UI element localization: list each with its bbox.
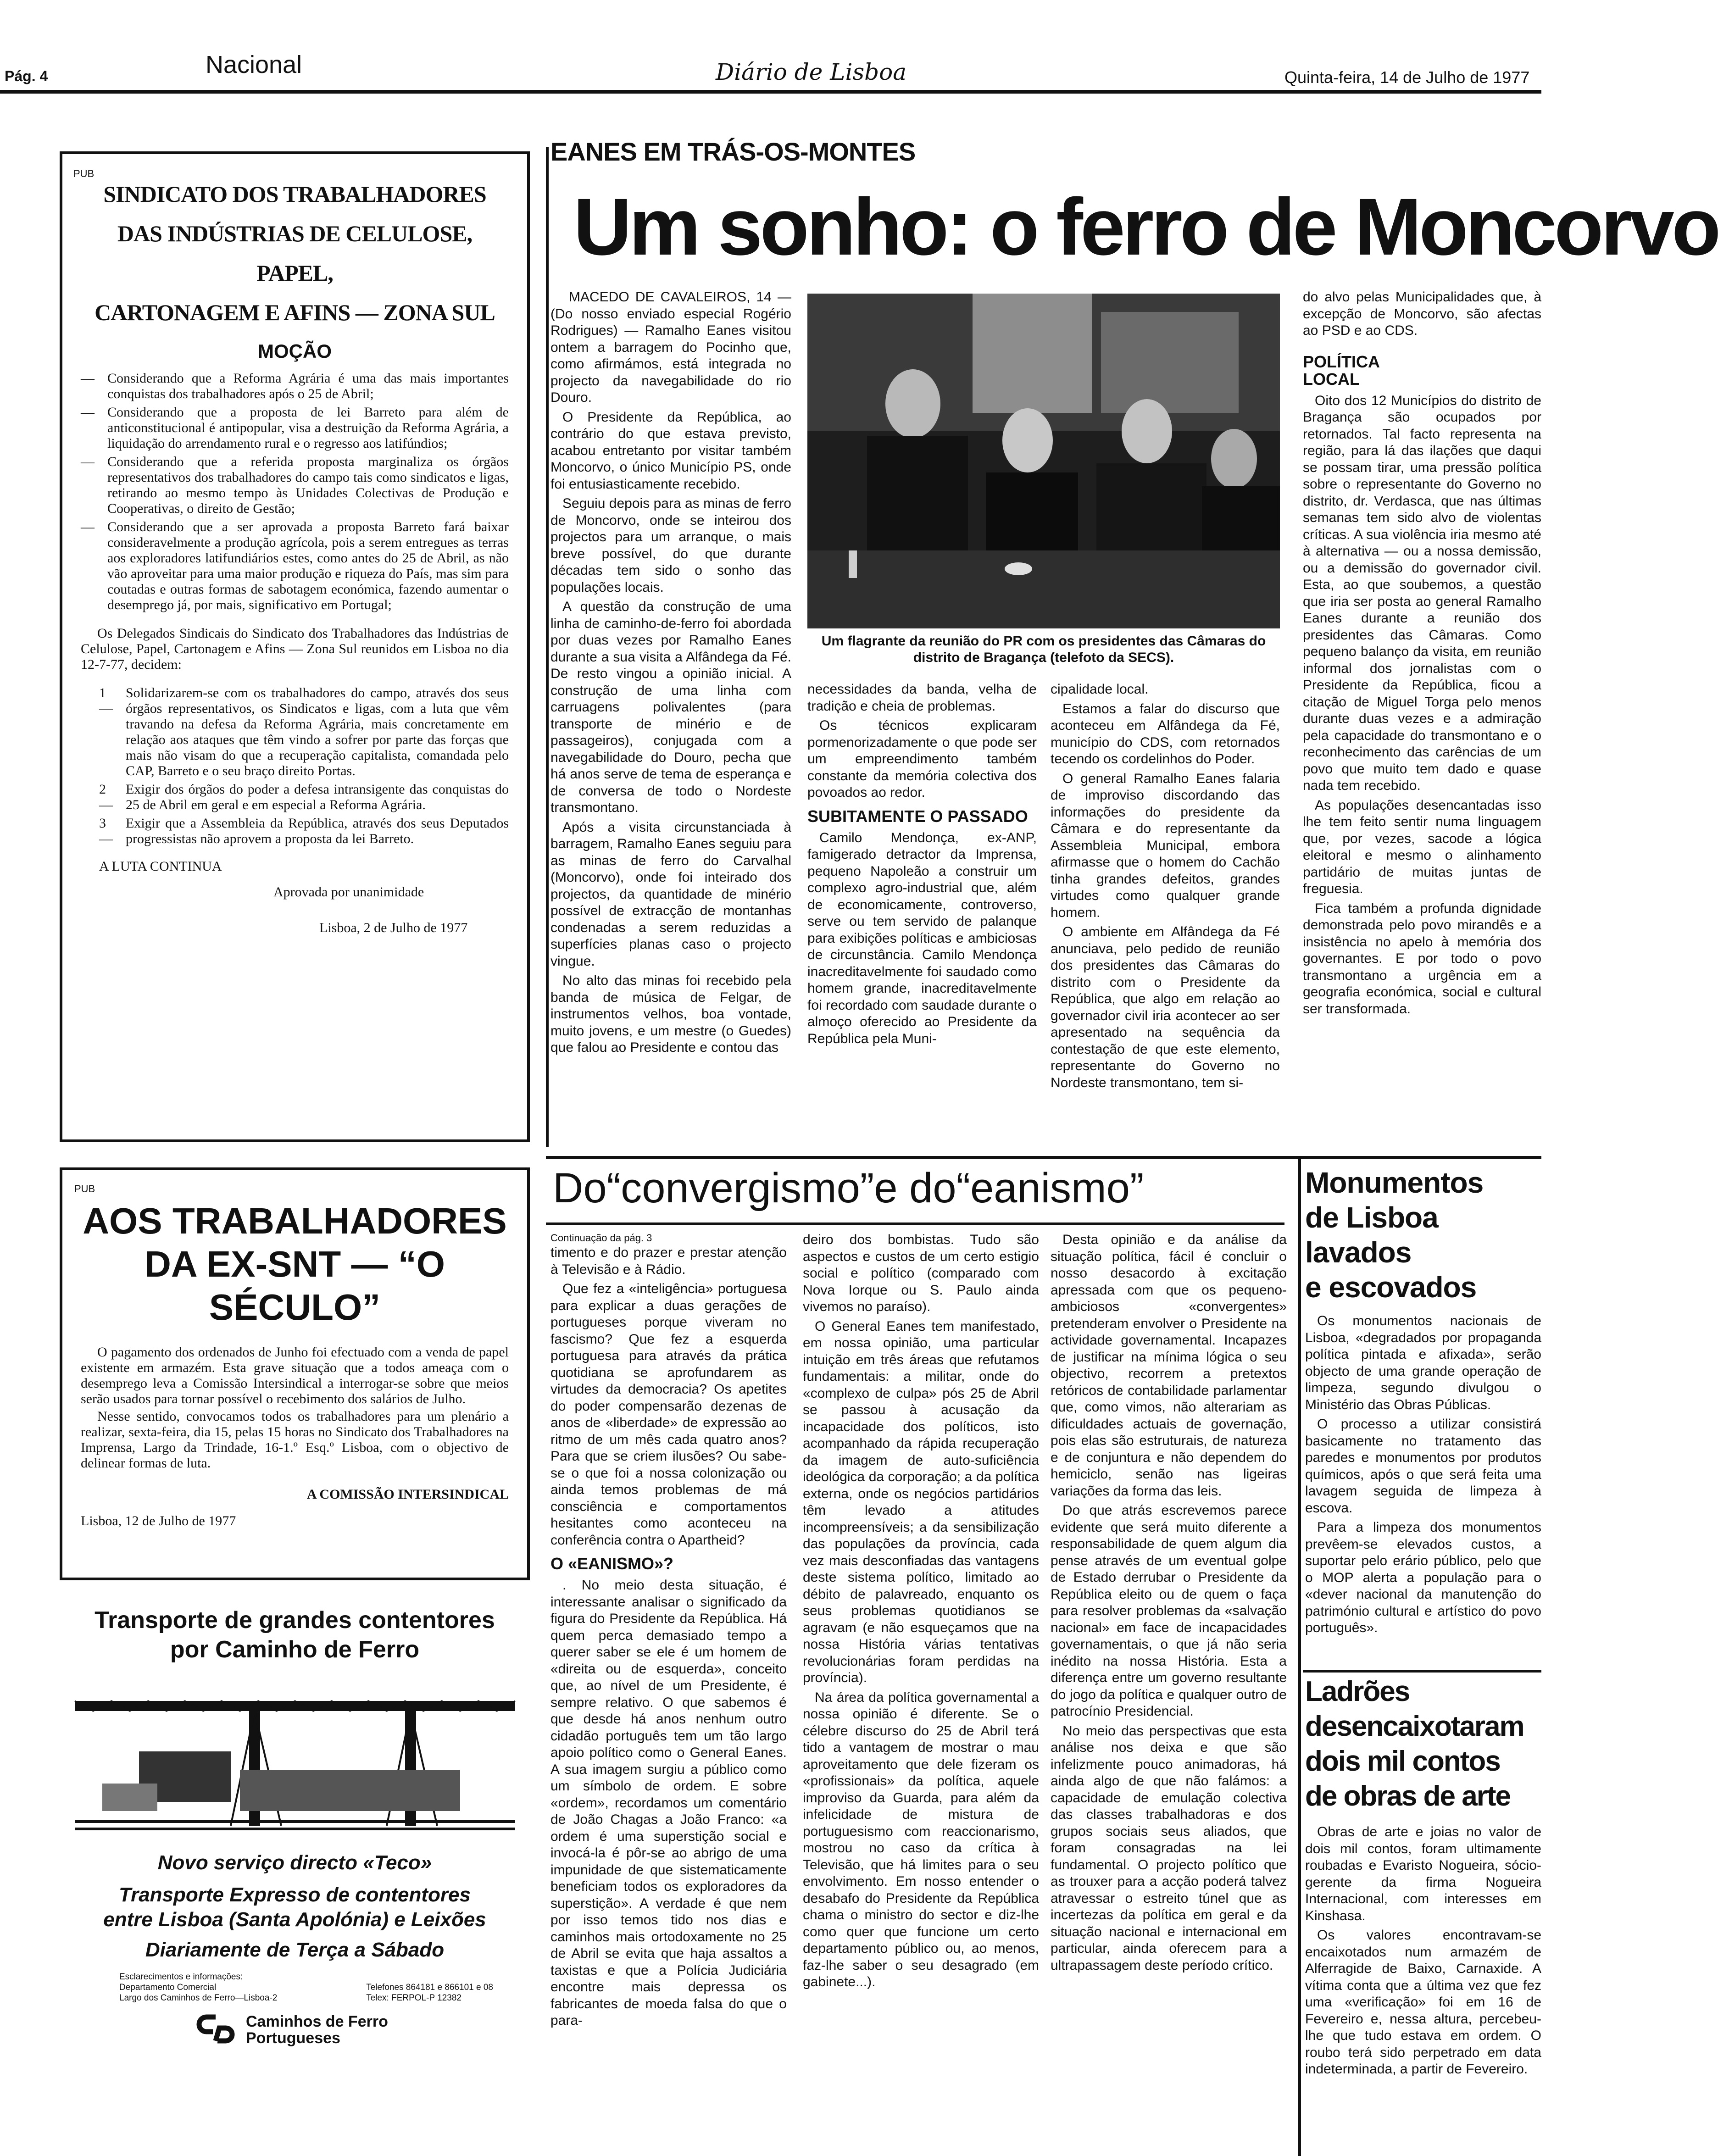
- decision-item: 3 — Exigir que a Assembleia da República, através dos seus Deputados progressistas não aprovem a proposta da lei Barreto.: [99, 816, 509, 846]
- article-paragraph: As populações desencantadas isso lhe tem feito sentir numa linguagem que, por vezes, sacode a lógica eleitoral e mesmo o alinhamento partidário de muitas juntas de freguesia.: [1303, 797, 1541, 896]
- ladroes-headline: [1305, 1674, 1541, 1814]
- article-paragraph: O General Eanes tem manifestado, em nossa opinião, uma particular intuição em três áreas que refutamos fundamentais: a militar, onde do «complexo de culpa» pós 25 de Abril se passou à acusação da incapacidade dos políticos, isto acompanhado da rápida recuperação da imagem de auto-suficiência ideológica da corporação; a da política externa, onde os negócios partidários têm levado a atitudes incompreensíveis; a da sensibilização das populações da província, cada vez mais desconfiadas das vantagens deste sistema político, limitado ao débito de palavreado, enquanto os seus problemas quotidianos se agravam (e não esqueçamos que na nossa História várias tentativas revolucionárias foram perdidas na província).: [803, 1318, 1039, 1685]
- article-paragraph: No meio das perspectivas que esta análise nos deixa e que são infelizmente pouco animadoras, há ainda algo de que não falámos: a capacidade de emulação colectiva das classes trabalhadoras e dos grupos sociais seus aliados, que foram consagradas na lei fundamental. O projecto político que as trouxer para a acção poderá talvez atravessar o estreito túnel que as incertezas da política em geral e da situação nacional e internacional em particular, ainda oferecem para a ultrapassagem deste período crítico.: [1051, 1723, 1287, 1973]
- decision-intro: Os Delegados Sindicais do Sindicato dos Trabalhadores das Indústrias de Celulose, Papel, Cartonagem e Afins — Zona Sul reunidos em Lisboa no dia 12-7-77, decidem:: [81, 626, 509, 672]
- convergismo-headline: Do“convergismo”e do“eanismo”: [553, 1165, 1144, 1211]
- considerando: — Considerando que a ser aprovada a proposta Barreto fará baixar consideravelmente a produção agrícola, pois a serem entregues as terras aos exploradores latifundiários estes, como antes do 25 de Abril, as não vão aproveitar para uma maior produção e riqueza do País, mas sim para coutadas e outras formas de sabotagem económica, fazendo aumentar o desemprego já, por mais, significativo em Portugal;: [81, 519, 509, 612]
- issue-date: Quinta-feira, 14 de Julho de 1977: [1284, 68, 1530, 87]
- article-paragraph: Os valores encontravam-se encaixotados num armazém de Alferragide de Baixo, Carnaxide. A vítima conta que a última vez que fez uma «verificação» foi em 16 de Fevereiro e, nessa altura, percebeu-lhe que tudo estava em ordem. O roubo terá sido perpetrado em data indeterminada, a partir de Fevereiro.: [1305, 1928, 1541, 2077]
- article-paragraph: Estamos a falar do discurso que aconteceu em Alfândega da Fé, município do CDS, com retornados tecendo os cordelinhos do Poder.: [1051, 701, 1280, 767]
- pub-label: PUB: [73, 168, 95, 179]
- eanes-kicker: EANES EM TRÁS-OS-MONTES: [550, 137, 916, 166]
- article-paragraph: Para a limpeza dos monumentos prevêem-se elevados custos, a suportar pelo erário público, pelo que o MOP alerta a população para o «dever nacional da manutenção do património cultural e artístico do povo português».: [1305, 1520, 1541, 1635]
- article-paragraph: Os monumentos nacionais de Lisboa, «degradados por propaganda política pintada e afixada», serão objecto de uma grande operação de limpeza, segundo divulgou o Ministério das Obras Públicas.: [1305, 1313, 1541, 1412]
- seculo-signature: A COMISSÃO INTERSINDICAL: [306, 1487, 509, 1502]
- cp-brand-line: Portugueses: [246, 2029, 340, 2047]
- article-paragraph: timento e do prazer e prestar atenção à Televisão e à Rádio.: [550, 1245, 787, 1277]
- article-paragraph: Seguiu depois para as minas de ferro de Moncorvo, onde se inteirou dos projectos para um arranque, o mais breve possível, do que durante décadas tem sido o sonho das populações locais.: [550, 496, 791, 595]
- closing-line: A LUTA CONTINUA: [99, 859, 222, 874]
- cp-title: [60, 1606, 530, 1664]
- monumentos-headline: [1305, 1165, 1541, 1305]
- considerando: — Considerando que a proposta de lei Barreto para além de anticonstitucional é antipopular, visa a destruição da Reforma Agrária, a liquidação do arrendamento rural e o regresso aos latifúndios;: [81, 405, 509, 451]
- cp-lines: [60, 1883, 530, 1932]
- eanes-photo: [807, 294, 1280, 628]
- eanes-left-rule: [546, 147, 549, 1147]
- monumentos-body: [1305, 1313, 1541, 1637]
- mocao-heading: MOÇÃO: [258, 340, 332, 362]
- article-paragraph: Que fez a «inteligência» portuguesa para explicar a duas gerações de portugueses porque viveram no fascismo? Que fez a esquerda portuguesa para através da prática quotidiana se aprofundarem as virtudes da democracia? Os apetites do poder compensarão dezenas de anos de «liberdade» de expressão ao ritmo de um mês cada quatro anos? Para que se criem ilusões? Ou sabe-se o que foi a nossa colonização ou ainda temos problemas de má consciência e comportamentos hesitantes como aconteceu na conferência contra o Apartheid?: [550, 1281, 787, 1548]
- ladroes-headline-line: dois mil contos: [1305, 1745, 1500, 1777]
- monumentos-headline-line: Monumentos: [1305, 1166, 1484, 1199]
- article-paragraph: Após a visita circunstanciada à barragem, Ramalho Eanes seguiu para as minas de ferro do Carvalhal (Moncorvo), onde foi inteirado dos projectos, da quantidade de minério possível de extracção de montanhas condenadas a serem reduzidas a superfícies planas caso o projecto vingue.: [550, 819, 791, 969]
- article-paragraph: do alvo pelas Municipalidades que, à excepção de Moncorvo, são afectas ao PSD e ao CDS.: [1303, 289, 1541, 338]
- cp-info-dept: Departamento Comercial: [119, 1983, 217, 1992]
- cp-telex: Telex: FERPOL-P 12382: [366, 1993, 461, 2003]
- newspaper-name: Diário de Lisboa: [716, 59, 907, 85]
- ladroes-headline-line: de obras de arte: [1305, 1780, 1510, 1812]
- ladroes-body: [1305, 1824, 1541, 2078]
- cp-info-address: Largo dos Caminhos de Ferro—Lisboa-2: [119, 1993, 278, 2003]
- section-name: Nacional: [206, 51, 302, 78]
- seculo-date: Lisboa, 12 de Julho de 1977: [81, 1513, 236, 1528]
- cp-info-label: Esclarecimentos e informações:: [119, 1972, 243, 1982]
- pub-label: PUB: [74, 1183, 95, 1195]
- cp-line: Transporte Expresso de contentores: [119, 1884, 471, 1906]
- article-paragraph: O general Ramalho Eanes falaria de improviso discordando das informações do presidente da Câmara e do representante da Assembleia Municipal, embora afirmasse que o homem do Cachão tinha grandes defeitos, grandes virtudes como qualquer grande homem.: [1051, 771, 1280, 920]
- monumentos-headline-line: e escovados: [1305, 1271, 1477, 1304]
- decision-item: 1 — Solidarizarem-se com os trabalhadores do campo, através dos seus órgãos representativos, os Sindicatos e ligas, com a luta que vêm travando na defesa da Reforma Agrária, mais concretamente em relação aos ataques que têm vindo a sofrer por parte das forças que mais não visam do que a recuperação capitalista, comandada pelo CAP, Barreto e o seu braço direito Portas.: [99, 685, 509, 778]
- convergismo-column-2: [803, 1232, 1039, 2149]
- article-paragraph: O ambiente em Alfândega da Fé anunciava, pelo pedido de reunião dos presidentes das Câmaras do distrito com o Presidente da República, que algo em relação ao governador civil iria acontecer ao ser apresentado na sequência da contestação de que este elemento, representante do Governo no Nordeste transmontano, tem si-: [1051, 924, 1280, 1090]
- ad-cp: [60, 1606, 530, 2147]
- ladroes-article: [1305, 1674, 1541, 2151]
- article-paragraph: cipalidade local.: [1051, 682, 1149, 697]
- article-paragraph: . No meio desta situação, é interessante analisar o significado da figura do Presidente da República. Há quem perca demasiado tempo a querer saber se ele é um homem de «direita ou de esquerda», conceito que, ao nível de um Presidente, é sempre relativo. O que sabemos é que desde há anos nenhum outro cidadão português tem um tão largo apoio político como o General Eanes. A sua imagem surgiu a público como um símbolo de ordem. E sobre «ordem», recordamos um comentário de João Chagas a João Franco: «a ordem é uma superstição social e invocá-la é pôr-se ao abrigo de uma impunidade de que sistematicamente beneficiam todos os exploradores da superstição». A verdade é que nem por isso temos tido nos dias e caminhos mais ortodoxamente no 25 de Abril se evita que haja assaltos a taxistas e que a Polícia Judiciária encontre mais depressa os fabricantes de moeda falsa do que o para-: [550, 1578, 787, 2028]
- considerando: — Considerando que a referida proposta marginaliza os órgãos representativos dos trabalhadores do campo tais como sindicatos e ligas, retirando ao mesmo tempo às Unidades Colectivas de Produção e Cooperativas, o direito de Gestão;: [81, 454, 509, 516]
- eanes-headline: Um sonho: o ferro de Moncorvo: [573, 182, 1718, 272]
- convergismo-column-1: [550, 1232, 787, 2149]
- cp-service: Novo serviço directo «Teco»: [157, 1851, 432, 1874]
- article-paragraph: O Presidente da República, ao contrário do que estava previsto, acabou entretanto por visitar também Moncorvo, o único Município PS, onde foi entusiasticamente recebido.: [550, 409, 791, 492]
- ladroes-headline-line: Ladrões: [1305, 1676, 1410, 1707]
- header-rule: [0, 90, 1541, 94]
- article-paragraph: MACEDO DE CAVALEIROS, 14 — (Do nosso enviado especial Rogério Rodrigues) — Ramalho Eanes visitou ontem a barragem do Pocinho que, como afirmámos, está integrada no projecto da navegabilidade do rio Douro.: [550, 289, 791, 405]
- seculo-title-line: AOS TRABALHADORES: [83, 1200, 507, 1241]
- continued-note: Continuação da pág. 3: [550, 1232, 652, 1244]
- article-paragraph: O processo a utilizar consistirá basicamente no tratamento das paredes e monumentos por produtos químicos, após o que será feita uma lavagem seguida de limpeza à escova.: [1305, 1417, 1541, 1516]
- seculo-paragraph: Nesse sentido, convocamos todos os trabalhadores para um plenário a realizar, sexta-feira, dia 15, pelas 15 horas no Sindicato dos Trabalhadores na Imprensa, Largo da Trindade, 16-1.º Esq.º Lisboa, com o objectivo de delinear formas de luta.: [81, 1409, 509, 1471]
- convergismo-underline: [546, 1222, 1284, 1225]
- subheading: SUBITAMENTE O PASSADO: [807, 806, 1028, 826]
- seculo-title-line: DA EX-SNT — “O SÉCULO”: [145, 1244, 445, 1328]
- monumentos-headline-line: de Lisboa: [1305, 1201, 1438, 1234]
- approved-line: Aprovada por unanimidade: [273, 884, 424, 900]
- article-paragraph: Oito dos 12 Municípios do distrito de Bragança são ocupados por retornados. Tal facto representa na região, para lá das ilações que daqui se possam tirar, uma pressão política sobre o representante do Governo no distrito, dr. Verdasca, que nas últimas semanas tem sido alvo de violentas críticas. A sua violência iria mesmo até à alternativa — ou a nossa demissão, ou a demissão do governador civil. Esta, ao que soubemos, a questão que iria ser posta ao general Ramalho Eanes durante a reunião dos presidentes das Câmaras. Como pequeno balanço da visita, em reunião informal dos jornalistas com o Presidente da República, ficou a citação de Miguel Torga pelo menos durante duas vezes e a admiração pela capacidade do transmontano e o reconhecimento das carências de um povo que muito tem dado e quase nada tem recebido.: [1303, 393, 1541, 793]
- article-paragraph: Fica também a profunda dignidade demonstrada pelo povo mirandês e a insistência no apelo à memória dos governantes. E por todo o povo transmontano a urgência em a geografia económica, social e cultural ser transformada.: [1303, 900, 1541, 1017]
- sindicato-title-line: SINDICATO DOS TRABALHADORES: [103, 181, 486, 207]
- cp-info: [60, 1972, 530, 2003]
- article-paragraph: Do que atrás escrevemos parece evidente que será muito diferente a responsabilidade de quem algum dia pense através de um eventual golpe de Estado derrubar o Presidente da República eleito ou de quem o faça para resolver problemas da «salvação nacional» em face de incapacidades governamentais, o que já não seria inédito na nossa História. Esta a diferença entre um governo resultante do jogo da política e qualquer outro de patrocínio Presidencial.: [1051, 1503, 1287, 1719]
- cp-brand-line: Caminhos de Ferro: [246, 2013, 388, 2030]
- eanes-photo-caption: Um flagrante da reunião do PR com os presidentes das Câmaras do distrito de Bragança (telefoto da SECS).: [821, 633, 1266, 665]
- sindicato-title-line: CARTONAGEM E AFINS — ZONA SUL: [95, 300, 495, 325]
- article-paragraph: Na área da política governamental a nossa opinião é diferente. Se o célebre discurso do 25 de Abril terá tido a vantagem de mostrar o mau aproveitamento que dele fizeram os «profissionais» da política, aquele improviso da Guarda, para além da infelicidade de mistura de portuguesismo com reaccionarismo, mostrou no caso da crítica à Televisão, que há limites para o seu envolvimento. Em nosso entender o desabafo do Presidente da República chama o ministro do sector e diz-lhe como quer que funcione um certo departamento público ou, ao menos, faz-lhe saber o seu desagrado (em gabinete...).: [803, 1689, 1039, 1989]
- cp-brand: [60, 2013, 530, 2046]
- article-paragraph: A questão da construção de uma linha de caminho-de-ferro foi abordada por duas vezes por Ramalho Eanes durante a sua visita a Alfândega da Fé. De resto vingou a opinião inicial. A construção de uma linha com carruagens polivalentes (para transporte de minério e de passageiros), conjugada com a navegabilidade do Douro, pecha que há anos serve de tema de esperança e de conversa de todo o Nordeste transmontano.: [550, 599, 791, 815]
- subheading: O «EANISMO»?: [550, 1554, 674, 1573]
- monumentos-headline-line: lavados: [1305, 1236, 1412, 1269]
- considerandos: [81, 371, 509, 936]
- decision-item: 2 — Exigir dos órgãos do poder a defesa intransigente das conquistas do 25 de Abril em geral e em especial a Reforma Agrária.: [99, 782, 509, 812]
- sindicato-title: [81, 165, 509, 332]
- article-paragraph: deiro dos bombistas. Tudo são aspectos e custos de um certo estigio social e político (comparado com Nova Iorque ou S. Paulo ainda vivemos no paraíso).: [803, 1232, 1039, 1314]
- cp-logo-icon: [197, 2014, 239, 2046]
- convergismo-column-3: [1051, 1232, 1287, 2149]
- cp-line: entre Lisboa (Santa Apolónia) e Leixões: [103, 1908, 486, 1931]
- eanes-column-3: [1051, 681, 1280, 1158]
- article-paragraph: necessidades da banda, velha de tradição e cheia de problemas.: [807, 682, 1037, 714]
- sindicato-title-line: DAS INDÚSTRIAS DE CELULOSE, PAPEL,: [117, 221, 473, 286]
- article-paragraph: Desta opinião e da análise da situação política, fácil é concluir o nosso desacordo à excitação apressada com que os pequeno-ambiciosos «convergentes» pretenderam envolver o Presidente na actividade governamental. Incapazes de justificar na mínima lógica o seu objectivo, recorrem a pretextos retóricos de contabilidade parlamentar que, como vimos, não alterariam as dificuldades actuais de governação, pois elas são estruturais, de natureza e de conjuntura e não dependem do hemiciclo, senão nas ligeiras variações da forma das leis.: [1051, 1232, 1287, 1499]
- right-column-rule: [1298, 1156, 1301, 2156]
- seculo-title: [81, 1179, 509, 1329]
- cp-title-line: Transporte de grandes contentores: [95, 1607, 495, 1634]
- cp-title-line: por Caminho de Ferro: [170, 1636, 420, 1663]
- sindicato-date: Lisboa, 2 de Julho de 1977: [319, 920, 468, 935]
- page-number: Pág. 4: [5, 68, 48, 84]
- eanes-column-2: [807, 681, 1037, 1158]
- considerando: — Considerando que a Reforma Agrária é uma das mais importantes conquistas dos trabalhadores após o 25 de Abril;: [81, 371, 509, 401]
- article-paragraph: Os técnicos explicaram pormenorizadamente o que pode ser um empreendimento também constante da memória colectiva dos povoados ao redor.: [807, 718, 1037, 800]
- cp-schedule: Diariamente de Terça a Sábado: [145, 1939, 445, 1961]
- article-paragraph: Camilo Mendonça, ex-ANP, famigerado detractor da Imprensa, pequeno Napoleão a construir um complexo agro-industrial que, além de economicamente, controverso, serve ou tem servido de palanque para exibições políticas e ambiciosas de circunstância. Camilo Mendonça inacreditavelmente foi saudado como homem grande, inacreditavelmente foi recordado com saudade durante o almoço oferecido ao Presidente da República pela Muni-: [807, 830, 1037, 1046]
- seculo-paragraph: O pagamento dos ordenados de Junho foi efectuado com a venda de papel existente em armazém. Esta grave situação que a todos ameaça com o desemprego leva a Comissão Intersindical a interrogar-se sobre que meios serão usados para tornar possível o recebimento dos salários de Julho.: [81, 1345, 509, 1406]
- article-paragraph: Obras de arte e joias no valor de dois mil contos, foram ultimamente roubadas e Evaristo Nogueira, sócio-gerente da firma Nogueira Internacional, com interesses em Kinshasa.: [1305, 1824, 1541, 1923]
- cp-phones: Telefones 864181 e 866101 e 08: [366, 1983, 493, 1992]
- ad-sindicato-box: [60, 151, 530, 1142]
- crane-illustration: [75, 1683, 515, 1839]
- eanes-column-1: [550, 289, 791, 1161]
- ladroes-headline-line: desencaixotaram: [1305, 1711, 1524, 1742]
- ladroes-top-rule: [1303, 1670, 1541, 1673]
- subheading: POLÍTICA LOCAL: [1303, 352, 1380, 389]
- article-paragraph: No alto das minas foi recebido pela banda de música de Felgar, de instrumentos velhos, boa vontade, muito jovens, e um mestre (o Guedes) que falou ao Presidente e contou das: [550, 973, 791, 1055]
- ad-seculo-box: [60, 1167, 530, 1580]
- eanes-column-4: [1303, 289, 1541, 1161]
- seculo-body: [81, 1345, 509, 1529]
